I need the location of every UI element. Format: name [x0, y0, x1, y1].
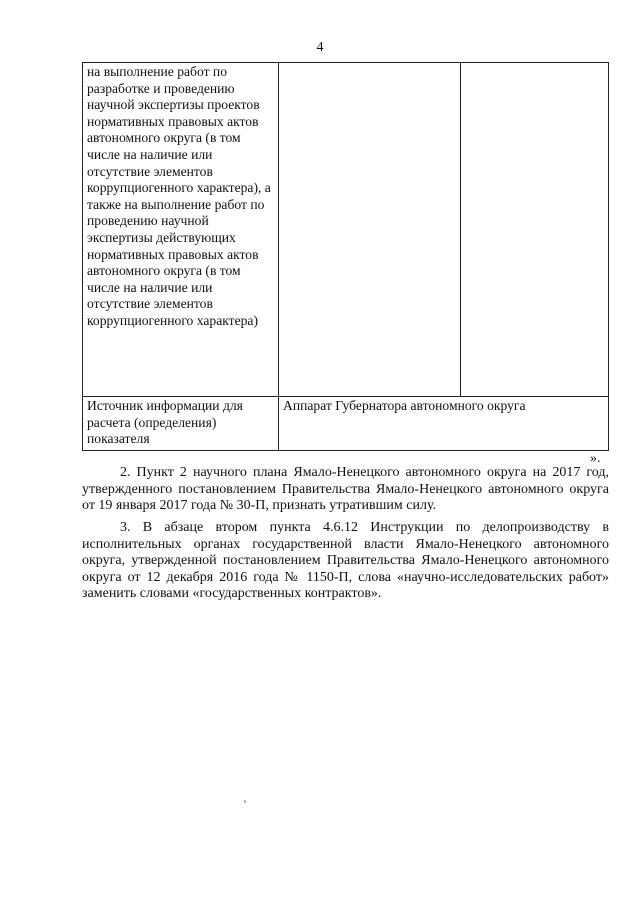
paragraph-2: 2. Пункт 2 научного плана Ямало-Ненецкого автономного округа на 2017 год, утвержденного постановлением Правительства Ямало-Ненецкого автономного округа от 19 января 2017 года № 30-П, признать утратившим силу. [82, 465, 609, 514]
indicator-table [82, 62, 609, 451]
table-cell-source-value: Аппарат Губернатора автономного округа [279, 397, 609, 451]
paragraph-3: 3. В абзаце втором пункта 4.6.12 Инструкции по делопроизводству в исполнительных органах государственной власти Ямало-Ненецкого автономного округа, утвержденной постановлением Правительства Ямало-Ненецкого автономного округа от 12 декабря 2016 года № 1150-П, слова «научно-исследовательских работ» заменить словами «государственных контрактов». [82, 520, 609, 602]
closing-quote: ». [590, 451, 601, 466]
table-cell-empty [279, 63, 461, 397]
table-row [83, 63, 609, 397]
table-cell-description: на выполнение работ по разработке и проведению научной экспертизы проектов нормативных правовых актов автономного округа (в том числе на наличие или отсутствие элементов коррупциогенного характера), а также на выполнение работ по проведению научной экспертизы действующих нормативных правовых актов автономного округа (в том числе на наличие или отсутствие элементов коррупциогенного характера) [83, 63, 279, 397]
table-cell-source-label: Источник информации для расчета (определения) показателя [83, 397, 279, 451]
page-number: 4 [316, 40, 324, 55]
table-cell-empty [461, 63, 609, 397]
table-row [83, 397, 609, 451]
stray-mark: ` [243, 798, 247, 812]
